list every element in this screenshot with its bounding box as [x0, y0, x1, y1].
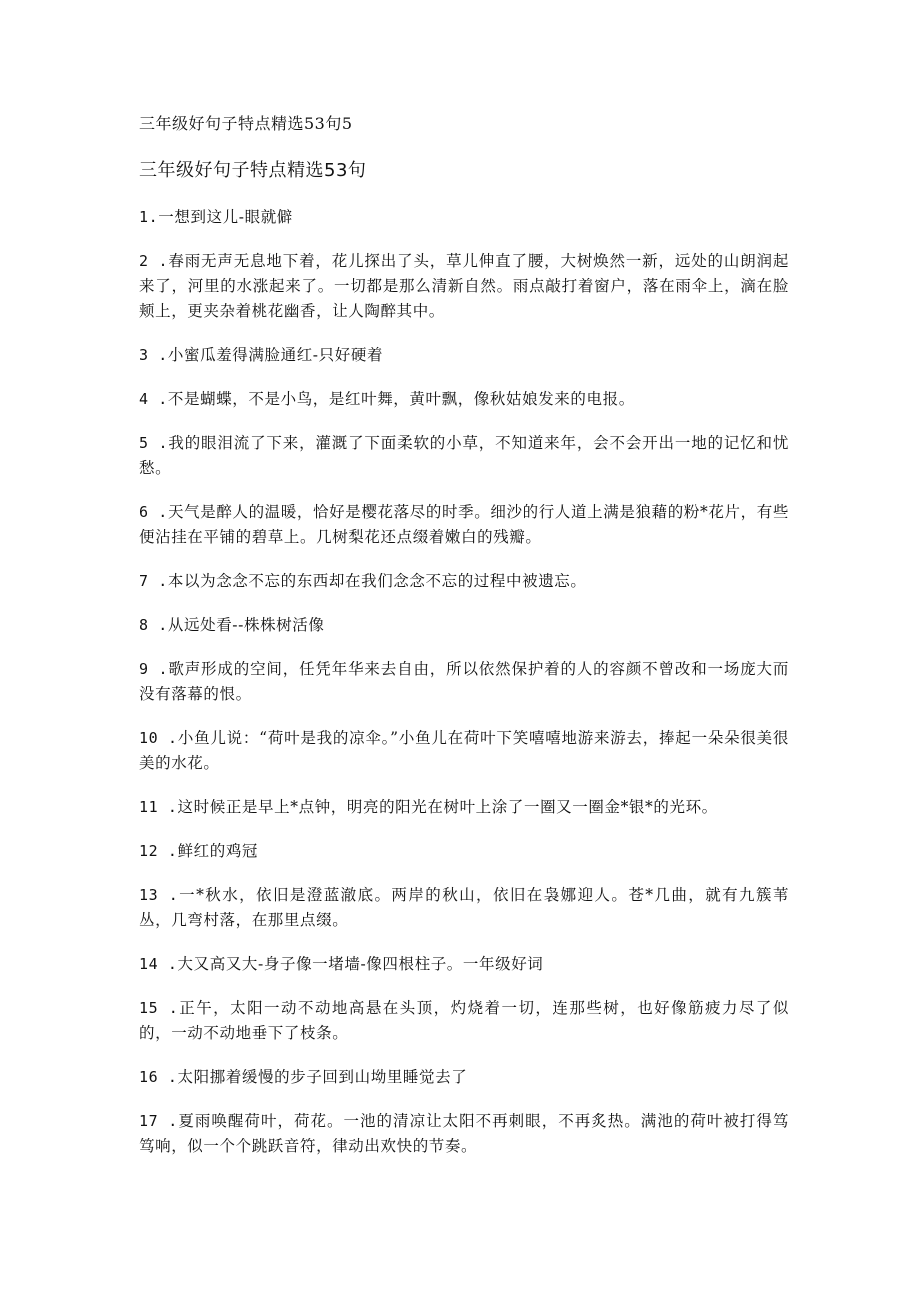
sentence-number: 10 .	[139, 729, 178, 747]
sentence-item	[139, 883, 789, 933]
sentence-item	[139, 996, 789, 1046]
sentence-item	[139, 657, 789, 707]
sentence-number: 7 .	[139, 572, 168, 590]
sentence-number: 12 .	[139, 842, 178, 860]
sentence-item	[139, 205, 789, 230]
sentence-text: 大又高又大-身子像一堵墙-像四根柱子。一年级好词	[177, 955, 544, 973]
sentence-text: 从远处看--株株树活像	[167, 616, 325, 634]
sentence-item	[139, 839, 789, 864]
sentence-text: 这时候正是早上*点钟，明亮的阳光在树叶上涂了一圈又一圈金*银*的光环。	[177, 798, 718, 816]
sentence-list	[139, 205, 789, 1178]
sentence-text: 小鱼儿说：“荷叶是我的凉伞。”小鱼儿在荷叶下笑嘻嘻地游来游去，捧起一朵朵很美很美的水花。	[139, 729, 789, 772]
sentence-item	[139, 795, 789, 820]
sentence-item	[139, 343, 789, 368]
sentence-number: 8 .	[139, 616, 168, 634]
sentence-item	[139, 952, 789, 977]
sentence-text: 天气是醉人的温暖，恰好是樱花落尽的时季。细沙的行人道上满是狼藉的粉*花片，有些便沾挂在平铺的碧草上。几树梨花还点缀着嫩白的残瓣。	[139, 503, 789, 546]
sentence-text: 正午，太阳一动不动地高悬在头顶，灼烧着一切，连那些树，也好像筋疲力尽了似的，一动不动地垂下了枝条。	[139, 999, 789, 1042]
sentence-number: 16 .	[139, 1068, 178, 1086]
sentence-number: 11 .	[139, 798, 178, 816]
sentence-item	[139, 431, 789, 481]
sentence-item	[139, 387, 789, 412]
sentence-number: 17 .	[139, 1112, 178, 1130]
sentence-number: 5 .	[139, 434, 169, 452]
sentence-text: 鲜红的鸡冠	[177, 842, 259, 860]
document-subtitle: 三年级好句子特点精选53句	[139, 160, 367, 181]
sentence-number: 2 .	[139, 252, 169, 270]
sentence-text: 春雨无声无息地下着，花儿探出了头，草儿伸直了腰，大树焕然一新，远处的山朗润起来了，河里的水涨起来了。一切都是那么清新自然。雨点敲打着窗户，落在雨伞上，滴在脸颊上，更夹杂着桃花幽香，让人陶醉其中。	[139, 252, 789, 320]
sentence-item	[139, 249, 789, 324]
sentence-text: 一想到这儿-眼就僻	[158, 208, 293, 226]
sentence-item	[139, 726, 789, 776]
sentence-item	[139, 1109, 789, 1159]
sentence-text: 本以为念念不忘的东西却在我们念念不忘的过程中被遗忘。	[167, 572, 587, 590]
sentence-number: 3 .	[139, 346, 168, 364]
sentence-text: 夏雨唤醒荷叶，荷花。一池的清凉让太阳不再刺眼，不再炙热。满池的荷叶被打得笃笃响，似一个个跳跃音符，律动出欢快的节奏。	[139, 1112, 790, 1155]
sentence-item	[139, 500, 789, 550]
sentence-text: 太阳挪着缓慢的步子回到山坳里睡觉去了	[177, 1068, 468, 1086]
document-title: 三年级好句子特点精选53句5	[139, 114, 353, 133]
sentence-number: 1.	[139, 208, 159, 226]
sentence-number: 4 .	[139, 390, 168, 408]
sentence-text: 我的眼泪流了下来，灌溉了下面柔软的小草，不知道来年，会不会开出一地的记忆和忧愁。	[139, 434, 789, 477]
sentence-number: 9 .	[139, 660, 169, 678]
sentence-item	[139, 613, 789, 638]
sentence-number: 13 .	[139, 886, 179, 904]
sentence-text: 一*秋水，依旧是澄蓝澈底。两岸的秋山，依旧在袅娜迎人。苍*几曲，就有九簇苇丛，几弯村落，在那里点缀。	[139, 886, 790, 929]
sentence-item	[139, 569, 789, 594]
sentence-number: 15 .	[139, 999, 179, 1017]
sentence-text: 不是蝴蝶，不是小鸟，是红叶舞，黄叶飘，像秋姑娘发来的电报。	[167, 390, 635, 408]
sentence-number: 14 .	[139, 955, 178, 973]
sentence-number: 6 .	[139, 503, 168, 521]
sentence-text: 歌声形成的空间，任凭年华来去自由，所以依然保护着的人的容颜不曾改和一场庞大而没有落幕的恨。	[139, 660, 789, 703]
sentence-text: 小蜜瓜羞得满脸通红-只好硬着	[167, 346, 384, 364]
sentence-item	[139, 1065, 789, 1090]
